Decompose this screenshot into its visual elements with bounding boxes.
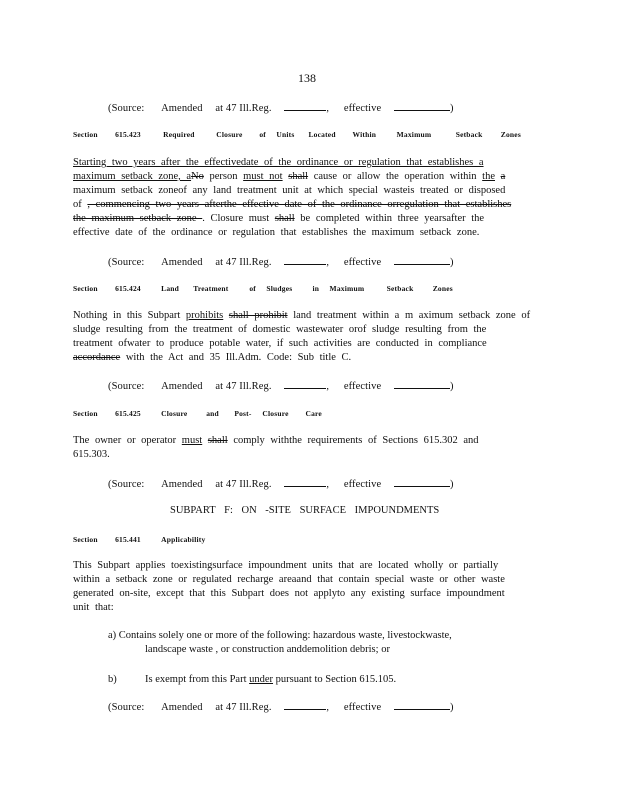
body-line bbox=[73, 198, 548, 212]
title-word: of bbox=[259, 130, 266, 139]
body-text: The owner or operator bbox=[73, 435, 182, 446]
source-close: ) bbox=[449, 702, 454, 713]
section-label: Section bbox=[73, 409, 98, 418]
inserted-text: Starting two years after the effectivedate of the ordinance or regulation that establishes a bbox=[73, 157, 484, 168]
blank-field bbox=[394, 477, 450, 487]
struck-text: a bbox=[500, 171, 506, 182]
source-label: (Source: bbox=[108, 381, 145, 392]
title-word: Land bbox=[161, 284, 180, 293]
list-item bbox=[108, 629, 452, 643]
section-id: 615.425 bbox=[115, 409, 141, 418]
body-text: sludge resulting from the treatment of domestic wastewater orof sludge resulting from the bbox=[73, 324, 487, 335]
section-body bbox=[73, 156, 548, 240]
body-line bbox=[73, 434, 548, 448]
source-close: ) bbox=[449, 479, 454, 490]
blank-field bbox=[394, 379, 450, 389]
body-line bbox=[73, 323, 548, 337]
body-text: person bbox=[203, 171, 244, 182]
item-text: pursuant to Section 615.105. bbox=[273, 674, 397, 685]
title-word: Required bbox=[163, 130, 195, 139]
source-amended: Amended bbox=[161, 103, 203, 114]
title-word: Maximum bbox=[396, 130, 432, 139]
source-note bbox=[108, 477, 454, 490]
title-word: Zones bbox=[500, 130, 521, 139]
body-text: . Closure must bbox=[202, 213, 275, 224]
blank-field bbox=[394, 101, 450, 111]
subpart-heading: SUBPART F: ON -SITE SURFACE IMPOUNDMENTS bbox=[170, 505, 440, 516]
body-text: with the Act and 35 Ill.Adm. Code: Sub title C. bbox=[120, 352, 352, 363]
blank-field bbox=[284, 477, 326, 487]
title-word: Closure bbox=[262, 409, 289, 418]
source-effective: effective bbox=[343, 381, 382, 392]
source-note bbox=[108, 700, 454, 713]
title-word: Located bbox=[308, 130, 336, 139]
blank-field bbox=[394, 700, 450, 710]
title-word: in bbox=[312, 284, 320, 293]
body-line bbox=[73, 309, 548, 323]
body-text: maximum setback zoneof any land treatment unit at which special wasteis treated or disposed bbox=[73, 185, 506, 196]
struck-text: No bbox=[191, 171, 204, 182]
inserted-text: the bbox=[482, 171, 495, 182]
source-effective: effective bbox=[343, 479, 382, 490]
title-word: and bbox=[206, 409, 219, 418]
item-text: Is exempt from this Part bbox=[145, 674, 250, 685]
source-effective: effective bbox=[343, 257, 382, 268]
title-word: Closure bbox=[161, 409, 188, 418]
body-line bbox=[73, 226, 548, 240]
section-heading bbox=[73, 284, 453, 293]
source-label: (Source: bbox=[108, 702, 145, 713]
source-effective: effective bbox=[343, 103, 382, 114]
body-text: effective date of the ordinance or regulation that establishes the maximum setback zone. bbox=[73, 227, 480, 238]
section-label: Section bbox=[73, 535, 98, 544]
title-word: Treatment bbox=[193, 284, 229, 293]
section-id: 615.423 bbox=[115, 130, 141, 139]
body-line: within a setback zone or regulated recharge areaand that contain special waste or other waste bbox=[73, 574, 505, 585]
struck-text: shall bbox=[207, 435, 228, 446]
source-label: (Source: bbox=[108, 103, 145, 114]
section-body bbox=[73, 309, 548, 365]
title-word: Within bbox=[352, 130, 377, 139]
inserted-text: must not bbox=[243, 171, 283, 182]
body-text: cause or allow the operation within bbox=[308, 171, 483, 182]
body-line bbox=[73, 351, 548, 365]
section-body bbox=[73, 559, 548, 615]
body-line: generated on-site, except that this Subpart does not applyto any existing surface impoundment bbox=[73, 588, 505, 599]
source-close: ) bbox=[449, 103, 454, 114]
source-close: ) bbox=[449, 381, 454, 392]
item-label: a) bbox=[108, 630, 117, 641]
section-heading bbox=[73, 535, 205, 544]
section-label: Section bbox=[73, 284, 98, 293]
source-register: at 47 Ill.Reg. bbox=[215, 381, 272, 392]
body-line bbox=[73, 212, 548, 226]
inserted-text: must bbox=[181, 435, 203, 446]
body-line bbox=[73, 156, 548, 170]
blank-field bbox=[284, 255, 326, 265]
body-text: Nothing in this Subpart bbox=[73, 310, 186, 321]
source-amended: Amended bbox=[161, 381, 203, 392]
inserted-text: maximum setback zone, a bbox=[73, 171, 192, 182]
struck-text: , commencing two years afterthe effective date of the ordinance orregulation that establishes bbox=[87, 199, 512, 210]
title-word: Closure bbox=[216, 130, 243, 139]
section-body bbox=[73, 434, 548, 462]
title-word: Sludges bbox=[266, 284, 293, 293]
item-line: Contains solely one or more of the following: hazardous waste, livestockwaste, bbox=[118, 630, 452, 641]
source-close: ) bbox=[449, 257, 454, 268]
item-label: b) bbox=[108, 674, 117, 685]
source-label: (Source: bbox=[108, 479, 145, 490]
item-underlined: under bbox=[249, 674, 274, 685]
source-note bbox=[108, 379, 454, 392]
source-effective: effective bbox=[343, 702, 382, 713]
inserted-text: prohibits bbox=[185, 310, 224, 321]
body-line bbox=[73, 170, 548, 184]
body-text: of bbox=[73, 199, 88, 210]
source-comma: , bbox=[326, 479, 330, 490]
item-line: landscape waste , or construction anddemolition debris; or bbox=[145, 644, 390, 655]
body-text: land treatment within a m aximum setback zone of bbox=[287, 310, 531, 321]
struck-text: the maximum setback zone bbox=[73, 213, 203, 224]
source-note bbox=[108, 255, 454, 268]
page-number: 138 bbox=[298, 71, 316, 85]
body-text: comply withthe requirements of Sections 615.302 and bbox=[227, 435, 479, 446]
struck-text: shall bbox=[288, 171, 309, 182]
source-comma: , bbox=[326, 257, 330, 268]
body-text: treatment ofwater to produce potable water, if such activities are conducted in compliance bbox=[73, 338, 487, 349]
title-word: Setback bbox=[386, 284, 414, 293]
source-comma: , bbox=[326, 103, 330, 114]
body-text: be completed within three yearsafter the bbox=[294, 213, 485, 224]
struck-text: shall bbox=[274, 213, 295, 224]
body-line: This Subpart applies toexistingsurface impoundment units that are located wholly or partially bbox=[73, 560, 499, 571]
list-item bbox=[145, 673, 396, 687]
source-amended: Amended bbox=[161, 479, 203, 490]
source-amended: Amended bbox=[161, 257, 203, 268]
body-line bbox=[73, 337, 548, 351]
title-word: Zones bbox=[432, 284, 453, 293]
body-line bbox=[73, 448, 548, 462]
source-label: (Source: bbox=[108, 257, 145, 268]
source-register: at 47 Ill.Reg. bbox=[215, 103, 272, 114]
title-word: Maximum bbox=[329, 284, 365, 293]
section-heading bbox=[73, 130, 521, 139]
title-word: of bbox=[249, 284, 256, 293]
source-note bbox=[108, 101, 454, 114]
struck-text: shall prohibit bbox=[228, 310, 288, 321]
source-comma: , bbox=[326, 702, 330, 713]
source-comma: , bbox=[326, 381, 330, 392]
source-register: at 47 Ill.Reg. bbox=[215, 702, 272, 713]
section-label: Section bbox=[73, 130, 98, 139]
blank-field bbox=[284, 379, 326, 389]
section-id: 615.441 bbox=[115, 535, 141, 544]
blank-field bbox=[284, 101, 326, 111]
title-word: Post- bbox=[234, 409, 252, 418]
body-line: unit that: bbox=[73, 602, 114, 613]
title-word: Units bbox=[276, 130, 295, 139]
body-line bbox=[73, 184, 548, 198]
source-register: at 47 Ill.Reg. bbox=[215, 479, 272, 490]
blank-field bbox=[394, 255, 450, 265]
title-word: Applicability bbox=[161, 535, 206, 544]
body-text: 615.303. bbox=[73, 449, 110, 460]
section-heading bbox=[73, 409, 322, 418]
struck-text: accordance bbox=[73, 352, 121, 363]
section-id: 615.424 bbox=[115, 284, 141, 293]
source-register: at 47 Ill.Reg. bbox=[215, 257, 272, 268]
source-amended: Amended bbox=[161, 702, 203, 713]
title-word: Care bbox=[305, 409, 322, 418]
title-word: Setback bbox=[455, 130, 483, 139]
blank-field bbox=[284, 700, 326, 710]
